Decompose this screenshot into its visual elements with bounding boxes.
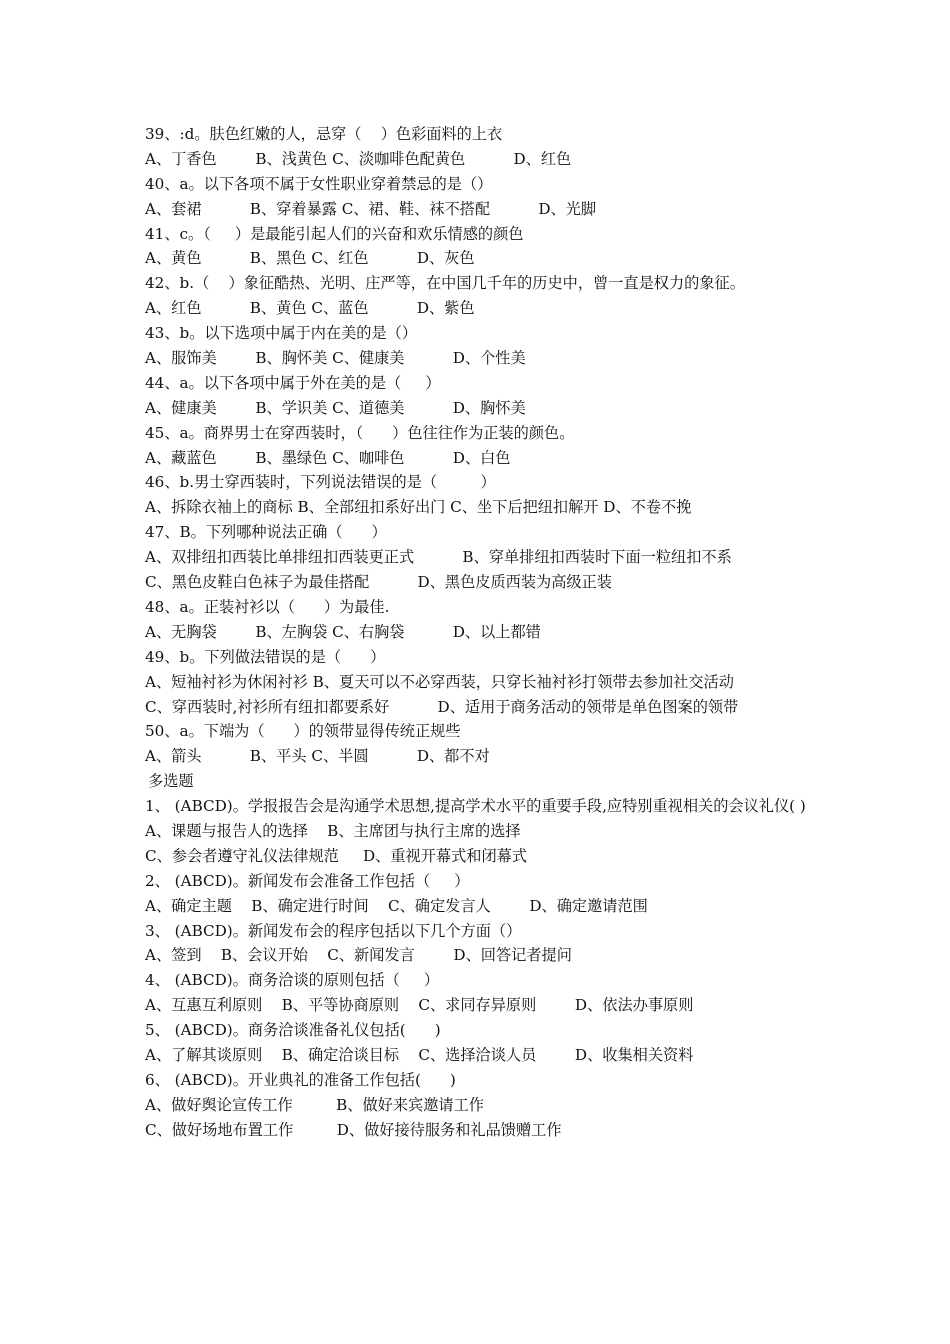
question-42: 42、b.（ ）象征酷热、光明、庄严等，在中国几千年的历史中，曾一直是权力的象征。 bbox=[145, 274, 745, 293]
multi-question-3: 3、 (ABCD)。新闻发布会的程序包括以下几个方面（） bbox=[145, 921, 522, 940]
multi-options-1-ab: A、课题与报告人的选择 B、主席团与执行主席的选择 bbox=[145, 821, 521, 840]
multi-options-3: A、签到 B、会议开始 C、新闻发言 D、回答记者提问 bbox=[145, 946, 572, 965]
multi-options-1-cd: C、参会者遵守礼仪法律规范 D、重视开幕式和闭幕式 bbox=[145, 846, 528, 865]
options-47-ab: A、双排纽扣西装比单排纽扣西装更正式 B、穿单排纽扣西装时下面一粒纽扣不系 bbox=[145, 548, 732, 567]
options-48: A、无胸袋 B、左胸袋 C、右胸袋 D、以上都错 bbox=[145, 622, 541, 641]
question-48: 48、a。正装衬衫以（ ）为最佳. bbox=[145, 597, 390, 616]
multi-question-2: 2、 (ABCD)。新闻发布会准备工作包括（ ） bbox=[145, 871, 470, 890]
question-47: 47、B。下列哪种说法正确（ ） bbox=[145, 523, 387, 542]
options-50: A、箭头 B、平头 C、半圆 D、都不对 bbox=[145, 747, 490, 766]
multi-question-5: 5、 (ABCD)。商务洽谈准备礼仪包括( ) bbox=[145, 1021, 441, 1040]
question-43: 43、b。以下选项中属于内在美的是（） bbox=[145, 324, 418, 343]
multi-question-4: 4、 (ABCD)。商务洽谈的原则包括（ ） bbox=[145, 971, 440, 990]
multi-options-4: A、互惠互利原则 B、平等协商原则 C、求同存异原则 D、依法办事原则 bbox=[145, 996, 694, 1015]
question-41: 41、c。（ ）是最能引起人们的兴奋和欢乐情感的颜色 bbox=[145, 224, 524, 243]
options-46: A、拆除衣袖上的商标 B、全部纽扣系好出门 C、坐下后把纽扣解开 D、不卷不挽 bbox=[145, 498, 692, 517]
multi-options-2: A、确定主题 B、确定进行时间 C、确定发言人 D、确定邀请范围 bbox=[145, 896, 648, 915]
question-49: 49、b。下列做法错误的是（ ） bbox=[145, 647, 386, 666]
question-45: 45、a。商界男士在穿西装时，（ ）色往往作为正装的颜色。 bbox=[145, 423, 575, 442]
options-45: A、藏蓝色 B、墨绿色 C、咖啡色 D、白色 bbox=[145, 448, 511, 467]
options-49-cd: C、穿西装时,衬衫所有纽扣都要系好 D、适用于商务活动的领带是单色图案的领带 bbox=[145, 697, 739, 716]
question-44: 44、a。以下各项中属于外在美的是（ ） bbox=[145, 373, 441, 392]
question-39: 39、:d。肤色红嫩的人，忌穿（ ）色彩面料的上衣 bbox=[145, 125, 503, 143]
question-40: 40、a。以下各项不属于女性职业穿着禁忌的是（） bbox=[145, 174, 493, 193]
options-39: A、丁香色 B、浅黄色 C、淡咖啡色配黄色 D、红色 bbox=[145, 149, 572, 168]
multi-question-1: 1、 (ABCD)。学报报告会是沟通学术思想,提高学术水平的重要手段,应特别重视相关的会议礼仪( ) bbox=[145, 797, 806, 816]
question-46: 46、b.男士穿西装时，下列说法错误的是（ ） bbox=[145, 473, 496, 492]
options-44: A、健康美 B、学识美 C、道德美 D、胸怀美 bbox=[145, 398, 526, 417]
options-43: A、服饰美 B、胸怀美 C、健康美 D、个性美 bbox=[145, 349, 526, 368]
options-42: A、红色 B、黄色 C、蓝色 D、紫色 bbox=[145, 299, 475, 318]
options-49-ab: A、短袖衬衫为休闲衬衫 B、夏天可以不必穿西装，只穿长袖衬衫打领带去参加社交活动 bbox=[145, 672, 734, 691]
section-heading-multi-choice: 多选题 bbox=[148, 772, 194, 791]
multi-options-6-cd: C、做好场地布置工作 D、做好接待服务和礼品馈赠工作 bbox=[145, 1120, 562, 1139]
question-50: 50、a。下端为（ ）的领带显得传统正规些 bbox=[145, 722, 461, 741]
multi-options-6-ab: A、做好舆论宣传工作 B、做好来宾邀请工作 bbox=[145, 1095, 484, 1114]
multi-question-6: 6、 (ABCD)。开业典礼的准备工作包括( ) bbox=[145, 1070, 456, 1089]
question-list bbox=[145, 122, 810, 1143]
multi-options-5: A、了解其谈原则 B、确定洽谈目标 C、选择洽谈人员 D、收集相关资料 bbox=[145, 1046, 694, 1064]
options-47-cd: C、黑色皮鞋白色袜子为最佳搭配 D、黑色皮质西装为高级正装 bbox=[145, 573, 612, 592]
options-40: A、套裙 B、穿着暴露 C、裙、鞋、袜不搭配 D、光脚 bbox=[145, 199, 597, 218]
options-41: A、黄色 B、黑色 C、红色 D、灰色 bbox=[145, 249, 475, 268]
